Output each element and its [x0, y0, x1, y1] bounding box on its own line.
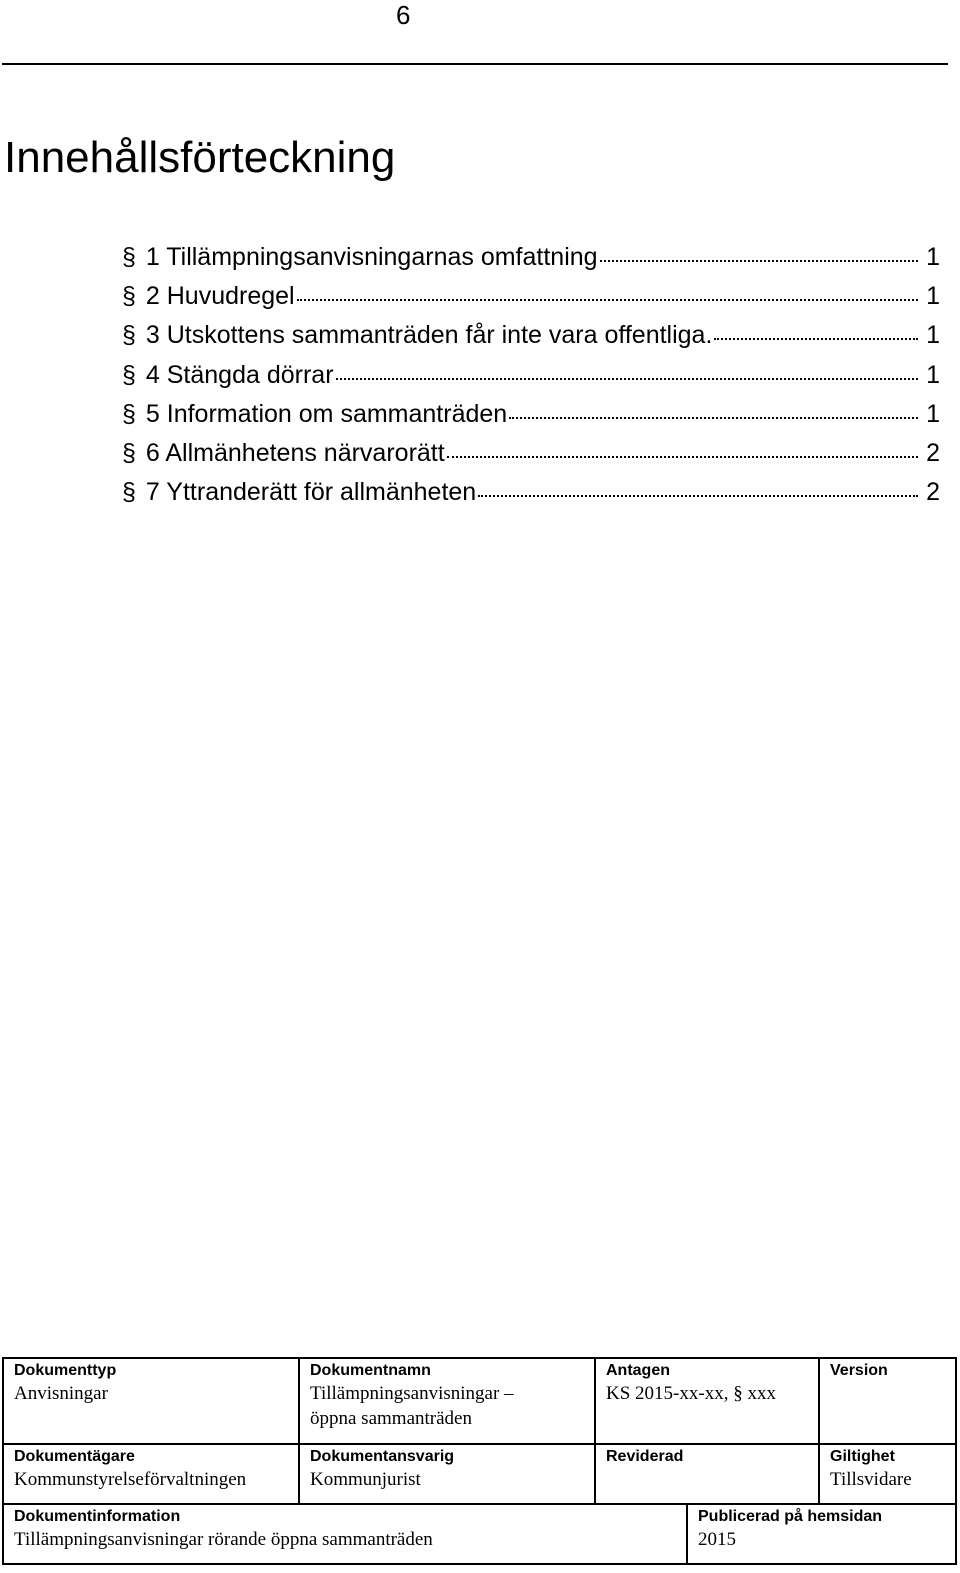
cell-antagen	[595, 1358, 819, 1444]
dot-leader	[509, 417, 918, 419]
cell-dokumentagare	[3, 1444, 299, 1504]
dot-leader	[336, 378, 918, 380]
table-row	[3, 1504, 956, 1564]
toc-entry-label: 2 Huvudregel	[145, 282, 295, 311]
page-number: 6	[396, 0, 411, 30]
section-symbol: §	[122, 321, 136, 350]
value-dokumentnamn-line1: Tillämpningsanvisningar –	[310, 1383, 514, 1404]
toc-entry-page: 1	[926, 243, 940, 271]
toc-entry-page: 2	[926, 438, 940, 467]
document-info-table	[2, 1357, 957, 1565]
dot-leader	[600, 260, 918, 262]
section-symbol: §	[122, 243, 136, 271]
toc-entry-label: 5 Information om sammanträden	[145, 399, 508, 428]
value-antagen: KS 2015-xx-xx, § xxx	[606, 1383, 776, 1404]
section-symbol: §	[122, 282, 136, 311]
value-dokumentansvarig: Kommunjurist	[310, 1469, 421, 1490]
toc-entry-page: 2	[926, 478, 940, 507]
value-dokumentnamn-line2: öppna sammanträden	[310, 1408, 472, 1429]
cell-version	[819, 1358, 956, 1444]
cell-reviderad	[595, 1444, 819, 1504]
label-giltighet: Giltighet	[830, 1448, 895, 1465]
toc-entry-label: 4 Stängda dörrar	[145, 360, 334, 389]
toc-entry-4[interactable]	[122, 361, 940, 400]
label-dokumentagare: Dokumentägare	[14, 1448, 135, 1465]
dot-leader	[714, 338, 918, 340]
value-dokumentagare: Kommunstyrelseförvaltningen	[14, 1469, 247, 1490]
toc-entry-6[interactable]	[122, 439, 940, 478]
cell-dokumentinformation	[3, 1504, 687, 1564]
toc-entry-page: 1	[926, 360, 940, 389]
toc-title: Innehållsförteckning	[4, 133, 396, 182]
cell-publicerad	[687, 1504, 956, 1564]
toc-entry-page: 1	[926, 399, 940, 428]
dot-leader	[447, 456, 918, 458]
header-rule	[2, 63, 948, 65]
table-row	[3, 1358, 956, 1444]
value-dokumentinformation: Tillämpningsanvisningar rörande öppna sammanträden	[14, 1529, 433, 1550]
label-dokumentnamn: Dokumentnamn	[310, 1362, 431, 1379]
toc-entry-2[interactable]	[122, 282, 940, 321]
label-publicerad: Publicerad på hemsidan	[698, 1508, 883, 1525]
label-dokumenttyp: Dokumenttyp	[14, 1362, 117, 1379]
toc-entry-label: 7 Yttranderätt för allmänheten	[145, 478, 477, 507]
section-symbol: §	[122, 399, 136, 428]
label-dokumentansvarig: Dokumentansvarig	[310, 1448, 455, 1465]
cell-dokumentansvarig	[299, 1444, 595, 1504]
dot-leader	[478, 495, 918, 497]
toc-entry-label: 6 Allmänhetens närvarorätt	[145, 438, 445, 467]
value-publicerad: 2015	[698, 1529, 736, 1550]
toc-entry-7[interactable]	[122, 478, 940, 517]
cell-dokumenttyp	[3, 1358, 299, 1444]
cell-giltighet	[819, 1444, 956, 1504]
toc-entry-5[interactable]	[122, 400, 940, 439]
section-symbol: §	[122, 478, 136, 507]
value-dokumenttyp: Anvisningar	[14, 1383, 108, 1404]
table-of-contents	[122, 243, 940, 517]
label-dokumentinformation: Dokumentinformation	[14, 1508, 181, 1525]
toc-entry-label: 1 Tillämpningsanvisningarnas omfattning	[145, 243, 598, 271]
toc-entry-3[interactable]	[122, 321, 940, 360]
section-symbol: §	[122, 360, 136, 389]
table-row	[3, 1444, 956, 1504]
toc-entry-page: 1	[926, 321, 940, 350]
value-giltighet: Tillsvidare	[830, 1469, 912, 1490]
section-symbol: §	[122, 438, 136, 467]
toc-entry-page: 1	[926, 282, 940, 311]
dot-leader	[297, 299, 918, 301]
label-antagen: Antagen	[606, 1362, 670, 1379]
label-version: Version	[830, 1362, 888, 1379]
toc-entry-label: 3 Utskottens sammanträden får inte vara offentliga.	[145, 321, 713, 350]
label-reviderad: Reviderad	[606, 1448, 684, 1465]
cell-dokumentnamn	[299, 1358, 595, 1444]
toc-entry-1[interactable]	[122, 243, 940, 282]
